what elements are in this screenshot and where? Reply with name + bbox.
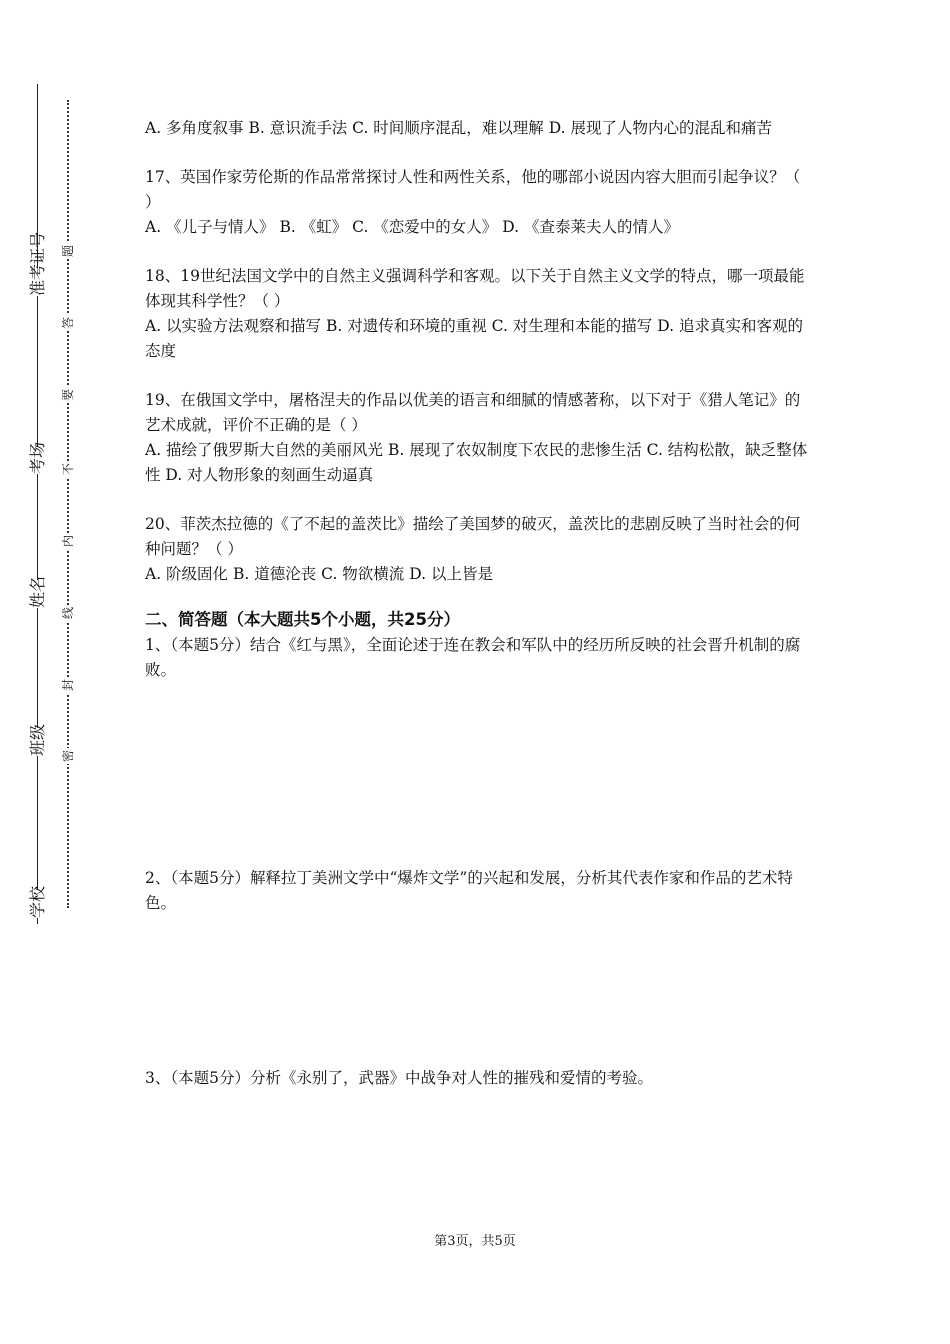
- question-list: [145, 116, 810, 683]
- question-18-block: [145, 264, 810, 364]
- admission-number-field: 准考证号: [24, 268, 52, 296]
- question-stem: 18、19世纪法国文学中的自然主义强调科学和客观。以下关于自然主义文学的特点，哪一项最能体现其科学性？（ ）: [145, 267, 805, 310]
- short-answer-question-3: 3、（本题5分）分析《永别了，武器》中战争对人性的摧残和爱情的考验。: [145, 1069, 653, 1087]
- question-17-block: [145, 165, 810, 240]
- question-stem: 20、菲茨杰拉德的《了不起的盖茨比》描绘了美国梦的破灭，盖茨比的悲剧反映了当时社会的何种问题？（ ）: [145, 515, 801, 558]
- question-20-block: [145, 512, 810, 587]
- seal-char: 密: [61, 750, 75, 763]
- school-field: 学校: [24, 890, 52, 918]
- seal-char: 题: [61, 245, 75, 258]
- short-answer-question-2: 2、（本题5分）解释拉丁美洲文学中“爆炸文学”的兴起和发展，分析其代表作家和作品的艺术特色。: [145, 869, 793, 912]
- seal-char: 答: [61, 317, 75, 330]
- question-stem: 19、在俄国文学中，屠格涅夫的作品以优美的语言和细腻的情感著称，以下对于《猎人笔记》的艺术成就，评价不正确的是（ ）: [145, 391, 801, 434]
- seal-dotted-line: [67, 100, 69, 908]
- section-heading: 二、简答题（本大题共5个小题，共25分）: [145, 610, 460, 629]
- seal-char: 要: [61, 389, 75, 402]
- seal-char: 内: [61, 535, 75, 548]
- seal-char: 线: [61, 607, 75, 620]
- question-options: A. 多角度叙事 B. 意识流手法 C. 时间顺序混乱，难以理解 D. 展现了人物内心的混乱和痛苦: [145, 119, 772, 137]
- page-number: 第3页，共5页: [434, 1234, 516, 1249]
- seal-char: 封: [61, 679, 75, 692]
- class-field: 班级: [24, 728, 52, 756]
- question-19-block: [145, 388, 810, 488]
- seal-char: 不: [61, 463, 75, 476]
- name-field: 姓名: [24, 580, 52, 608]
- question-options: A. 以实验方法观察和描写 B. 对遗传和环境的重视 C. 对生理和本能的描写 D. 追求真实和客观的态度: [145, 317, 803, 360]
- question-16-block: [145, 116, 810, 141]
- question-options: A. 《儿子与情人》 B. 《虹》 C. 《恋爱中的女人》 D. 《查泰莱夫人的情人》: [145, 218, 679, 236]
- question-stem: 17、英国作家劳伦斯的作品常常探讨人性和两性关系，他的哪部小说因内容大胆而引起争议？（ ）: [145, 168, 801, 211]
- short-answer-question-1: 1、（本题5分）结合《红与黑》，全面论述于连在教会和军队中的经历所反映的社会晋升机制的腐败。: [145, 636, 801, 679]
- question-options: A. 阶级固化 B. 道德沦丧 C. 物欲横流 D. 以上皆是: [145, 565, 493, 583]
- question-options: A. 描绘了俄罗斯大自然的美丽风光 B. 展现了农奴制度下农民的悲惨生活 C. 结构松散，缺乏整体性 D. 对人物形象的刻画生动逼真: [145, 441, 808, 484]
- binding-line: [37, 84, 38, 924]
- exam-room-field: 考场: [24, 446, 52, 474]
